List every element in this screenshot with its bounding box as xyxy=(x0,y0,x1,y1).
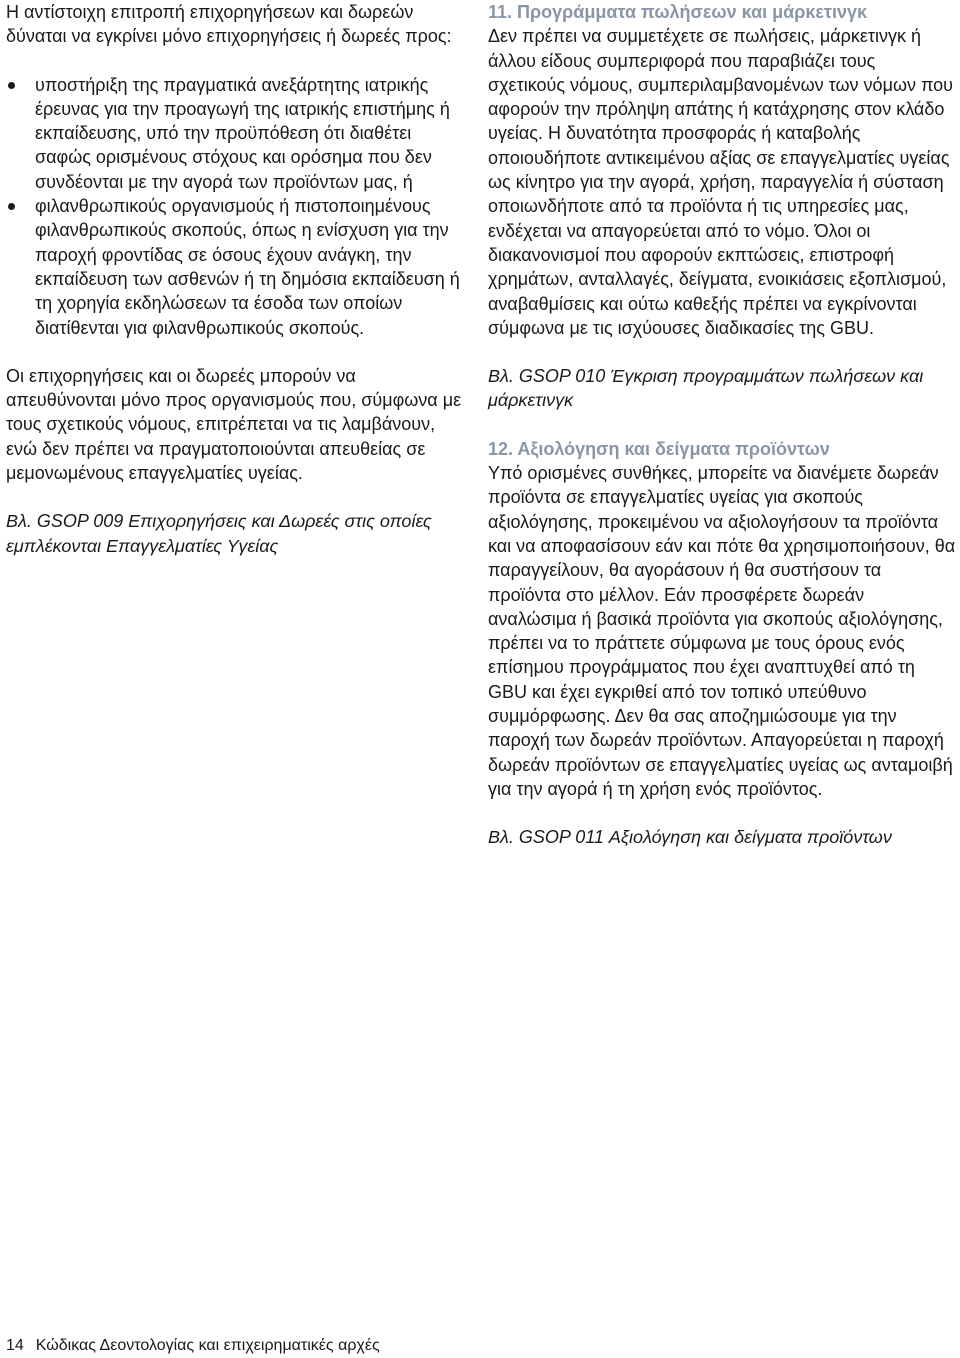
grants-bullet-list xyxy=(6,73,468,340)
bullet-dot-icon xyxy=(8,203,15,210)
section-11-reference: Βλ. GSOP 010 Έγκριση προγραμμάτων πωλήσεων και μάρκετινγκ xyxy=(488,366,924,411)
grants-intro: Η αντίστοιχη επιτροπή επιχορηγήσεων και δωρεών δύναται να εγκρίνει μόνο επιχορηγήσεις ή δωρεές προς: xyxy=(6,2,452,47)
section-11-body: Δεν πρέπει να συμμετέχετε σε πωλήσεις, μάρκετινγκ ή άλλου είδους συμπεριφορά που παραβιάζει τους σχετικούς νόμους, συμπεριλαμβανομένων των νόμων που αφορούν την πρόληψη απάτης ή κατάχρησης στον κλάδο υγείας. Η δυνατότητα προσφοράς ή καταβολής οποιουδήποτε αντικειμένου αξίας σε επαγγελματίες υγείας ως κίνητρο για την αγορά, χρήση, παραγγελία ή σύσταση οποιωνδήποτε από τα προϊόντα ή τις υπηρεσίες μας, ενδέχεται να απαγορεύεται από το νόμο. Όλοι οι διακανονισμοί που αφορούν εκπτώσεις, επιστροφή χρημάτων, ανταλλαγές, δείγματα, ενοικιάσεις εξοπλισμού, αναβαθμίσεις και ούτω καθεξής πρέπει να εγκρίνονται σύμφωνα με τις ισχύουσες διαδικασίες της GBU. xyxy=(488,26,954,338)
page-footer xyxy=(6,1336,380,1356)
right-column xyxy=(488,0,956,850)
section-12-body: Υπό ορισμένες συνθήκες, μπορείτε να διανέμετε δωρεάν προϊόντα σε επαγγελματίες υγείας για σκοπούς αξιολόγησης, προκειμένου να αξιολογήσουν τα προϊόντα και να αποφασίσουν εάν και πότε θα χρησιμοποιήσουν, θα παραγγείλουν, θα αγοράσουν ή θα συστήσουν τα προϊόντα στο μέλλον. Εάν προσφέρετε δωρεάν αναλώσιμα ή βασικά προϊόντα για σκοπούς αξιολόγησης, πρέπει να το πράττετε σύμφωνα με τους όρους ενός επίσημου προγράμματος που έχει αναπτυχθεί από τη GBU και έχει εγκριθεί από τον τοπικό υπεύθυνο συμμόρφωσης. Δεν θα σας αποζημιώσουμε για την παροχή των δωρεάν προϊόντων. Απαγορεύεται η παροχή δωρεάν προϊόντων σε επαγγελματίες υγείας ως ανταμοιβή για την αγορά ή τη χρήση ενός προϊόντος. xyxy=(488,463,956,799)
section-12-reference: Βλ. GSOP 011 Αξιολόγηση και δείγματα προϊόντων xyxy=(488,827,892,848)
bullet-dot-icon xyxy=(8,82,15,89)
grants-paragraph: Οι επιχορηγήσεις και οι δωρεές μπορούν να απευθύνονται μόνο προς οργανισμούς που, σύμφωνα με τους σχετικούς νόμους, επιτρέπεται να τις λαμβάνουν, ενώ δεν πρέπει να πραγματοποιούνται απευθείας σε μεμονωμένους επαγγελματίες υγείας. xyxy=(6,365,462,484)
grants-reference: Βλ. GSOP 009 Επιχορηγήσεις και Δωρεές στις οποίες εμπλέκονται Επαγγελματίες Υγείας xyxy=(6,511,432,556)
left-column xyxy=(6,0,468,558)
bullet-item xyxy=(6,73,468,194)
bullet-text: φιλανθρωπικούς οργανισμούς ή πιστοποιημένους φιλανθρωπικούς σκοπούς, όπως η ενίσχυση για την παροχή φροντίδας σε όσους έχουν ανάγκη, την εκπαίδευση των ασθενών ή τη δημόσια εκπαίδευση ή τη χορηγία εκδηλώσεων τα έσοδα των οποίων διατίθενται για φιλανθρωπικούς σκοπούς. xyxy=(35,196,460,338)
section-12-heading: 12. Αξιολόγηση και δείγματα προϊόντων xyxy=(488,438,830,459)
footer-title: Κώδικας Δεοντολογίας και επιχειρηματικές αρχές xyxy=(35,1337,380,1354)
bullet-text: υποστήριξη της πραγματικά ανεξάρτητης ιατρικής έρευνας για την προαγωγή της ιατρικής επιστήμης ή εκπαίδευσης, υπό την προϋπόθεση ότι διαθέτει σαφώς ορισμένους στόχους και ορόσημα που δεν συνδέονται με την αγορά των προϊόντων μας, ή xyxy=(35,74,450,192)
section-11-heading: 11. Προγράμματα πωλήσεων και μάρκετινγκ xyxy=(488,2,868,22)
page-number: 14 xyxy=(6,1337,24,1354)
bullet-item xyxy=(6,194,468,340)
